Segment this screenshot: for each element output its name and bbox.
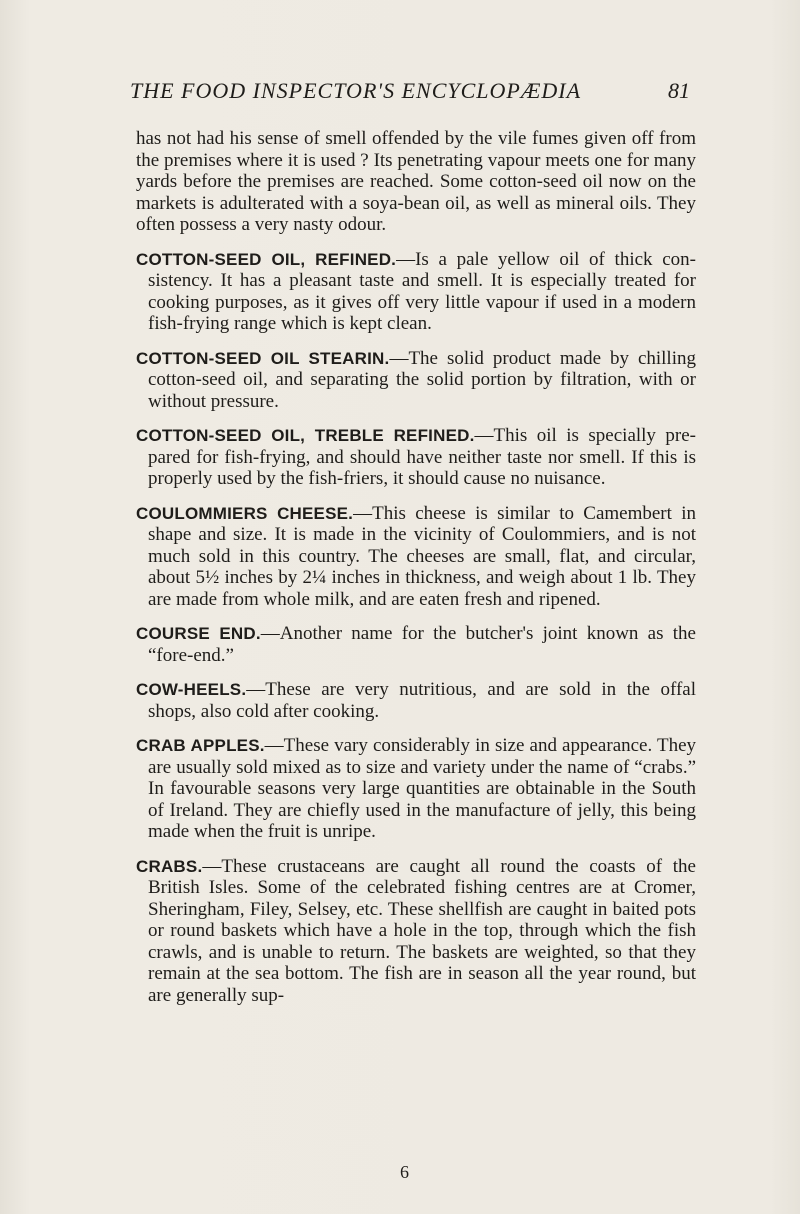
entry-heading: COTTON-SEED OIL STEARIN. [136,348,390,368]
running-head: THE FOOD INSPECTOR'S ENCYCLOPÆDIA [130,78,582,103]
entry-body: —These are very nutritious, and are sold in the offal shops, also cold after cooking. [148,679,696,722]
entry-body: —This cheese is similar to Camembert in shape and size. It is made in the vicinity of Coulommiers, and is not much sold in this country. The cheeses are small, flat, and circular, about 5½ inches by 2¼ inches in thickness, and weigh about 1 lb. They are made from whole milk, and are eaten fresh and ripened. [148,502,696,610]
entry-heading: CRAB APPLES. [136,736,265,755]
entry-heading: COW-HEELS. [136,680,247,699]
entry-body: —These crustaceans are caught all round the coasts of the British Isles. Some of the celebrated fishing centres are at Cromer, Sheringham, Filey, Selsey, etc. These shellfish are caught in baited pots or round baskets which have a hole in the top, through which the fish crawls, and is unable to return. The baskets are weighted, so that they remain at the sea bottom. The fish are in season all the year round, but are generally sup- [148,855,696,1006]
entry-heading: COULOMMIERS CHEESE. [136,503,354,523]
entry-crabs [136,856,696,1007]
entry-body: has not had his sense of smell offended by the vile fumes given off from the premises where it is used ? Its penetrating vapour meets one for many yards before the premises are reached. Some cotton-seed oil now on the markets is adulterated with a soya-bean oil, as well as mineral oils. They often possess a very nasty odour. [136,128,696,235]
entry-coulommiers-cheese [136,503,696,611]
entry-continuation [136,128,696,236]
entry-body: —These vary considerably in size and appearance. They are usually sold mixed as to size and variety under the name of “crabs.” In favourable seasons very large quantities are obtainable in the South of Ireland. They are chiefly used in the manufacture of jelly, this being made when the fruit is unripe. [148,735,697,842]
page-number: 81 [668,78,690,103]
entry-cotton-seed-oil-treble-refined [136,425,696,490]
entry-crab-apples [136,735,696,843]
text-body [136,128,696,1006]
entry-cow-heels [136,679,696,722]
entry-cotton-seed-oil-stearin [136,348,696,413]
entry-body: —Another name for the butcher's joint known as the “fore-end.” [148,623,696,666]
entry-cotton-seed-oil-refined [136,249,696,335]
entry-body: —The solid product made by chilling cotton-seed oil, and separating the solid portion by filtration, with or without pressure. [148,347,696,412]
signature-mark: 6 [400,1162,409,1182]
entry-body: —This oil is specially pre-pared for fish-frying, and should have neither taste nor smell. If this is properly used by the fish-friers, it should cause no nuisance. [148,425,696,489]
entry-body: —Is a pale yellow oil of thick con-sistency. It has a pleasant taste and smell. It is especially treated for cooking purposes, as it gives off very little vapour if used in a modern fish-frying range which is kept clean. [148,248,696,334]
entry-heading: COTTON-SEED OIL, TREBLE REFINED. [136,426,475,445]
entry-course-end [136,623,696,666]
entry-heading: COURSE END. [136,624,261,643]
entry-heading: CRABS. [136,856,203,876]
entry-heading: COTTON-SEED OIL, REFINED. [136,249,397,269]
